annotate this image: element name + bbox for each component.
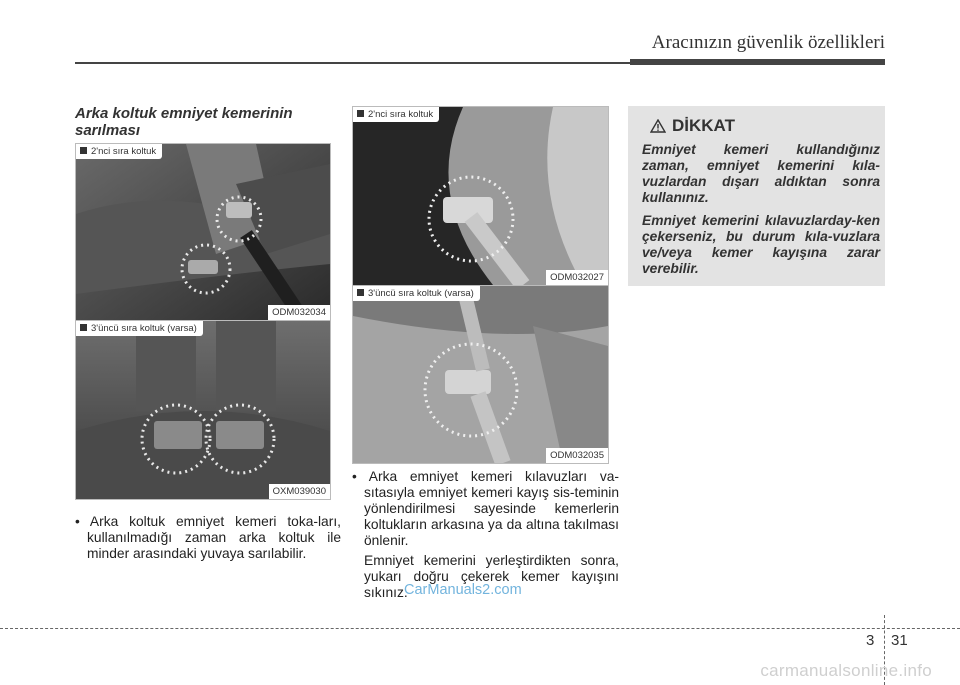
- photo-tag-label: 3'üncü sıra koltuk (varsa): [368, 288, 474, 299]
- warning-text: [642, 142, 880, 284]
- square-bullet-icon: [357, 289, 364, 296]
- section-title: Arka koltuk emniyet kemerinin sarılması: [75, 105, 293, 139]
- photo-second-row-guide-image: [353, 107, 608, 285]
- left-bullet-text: • Arka koltuk emniyet kemeri toka-ları, kullanılmadığı zaman arka koltuk ile minder arasındaki yuvaya sarılabilir.: [75, 514, 341, 561]
- mid-paragraph-text: Emniyet kemerini yerleştirdikten sonra, yukarı doğru çekerek kemer kayışını sıkınız.: [364, 553, 619, 600]
- warning-box: [628, 106, 885, 286]
- page-number: 31: [891, 632, 908, 649]
- square-bullet-icon: [357, 110, 364, 117]
- photo-code: ODM032034: [268, 305, 330, 320]
- warning-heading-label: DİKKAT: [672, 116, 735, 135]
- warning-heading: [650, 116, 735, 136]
- header-title: Aracınızın güvenlik özellikleri: [651, 32, 885, 53]
- photo-tag-label: 2'nci sıra koltuk: [91, 146, 157, 157]
- photo-third-row-guide: [352, 285, 609, 464]
- photo-tag-label: 2'nci sıra koltuk: [368, 109, 434, 120]
- photo-second-row-seat-image: [76, 144, 330, 320]
- photo-tag: [76, 321, 203, 336]
- photo-code: ODM032027: [546, 270, 608, 285]
- photo-tag: [353, 107, 439, 122]
- site-watermark: carmanualsonline.info: [760, 661, 932, 680]
- photo-third-row-seat: [75, 320, 331, 500]
- warning-paragraph-2: Emniyet kemerini kılavuzlarday-ken çekerseniz, bu durum kıla-vuzlara ve/veya kemer kayışına zarar verebilir.: [642, 213, 880, 276]
- chapter-number: 3: [866, 632, 875, 649]
- photo-code: ODM032035: [546, 448, 608, 463]
- square-bullet-icon: [80, 324, 87, 331]
- watermark-text: CarManuals2.com: [404, 582, 522, 598]
- footer-rule: [0, 628, 960, 629]
- header-rule-accent: [630, 59, 885, 65]
- photo-tag-label: 3'üncü sıra koltuk (varsa): [91, 323, 197, 334]
- warning-triangle-icon: [650, 119, 666, 133]
- photo-second-row-guide: [352, 106, 609, 286]
- warning-paragraph-1: Emniyet kemeri kullandığınız zaman, emniyet kemerini kıla-vuzlardan dışarı aldıktan sonra kullanınız.: [642, 142, 880, 205]
- mid-bullet-text: • Arka emniyet kemeri kılavuzları va-sıtasıyla emniyet kemeri kayış sis-teminin yönlendirilmesi sayesinde kemerlerin koltukların arkasına ya da altına takılması önlenir.: [352, 469, 619, 548]
- square-bullet-icon: [80, 147, 87, 154]
- photo-third-row-seat-image: [76, 321, 330, 499]
- photo-tag: [76, 144, 162, 159]
- photo-code: OXM039030: [269, 484, 330, 499]
- photo-tag: [353, 286, 480, 301]
- photo-second-row-seat: [75, 143, 331, 321]
- photo-third-row-guide-image: [353, 286, 608, 463]
